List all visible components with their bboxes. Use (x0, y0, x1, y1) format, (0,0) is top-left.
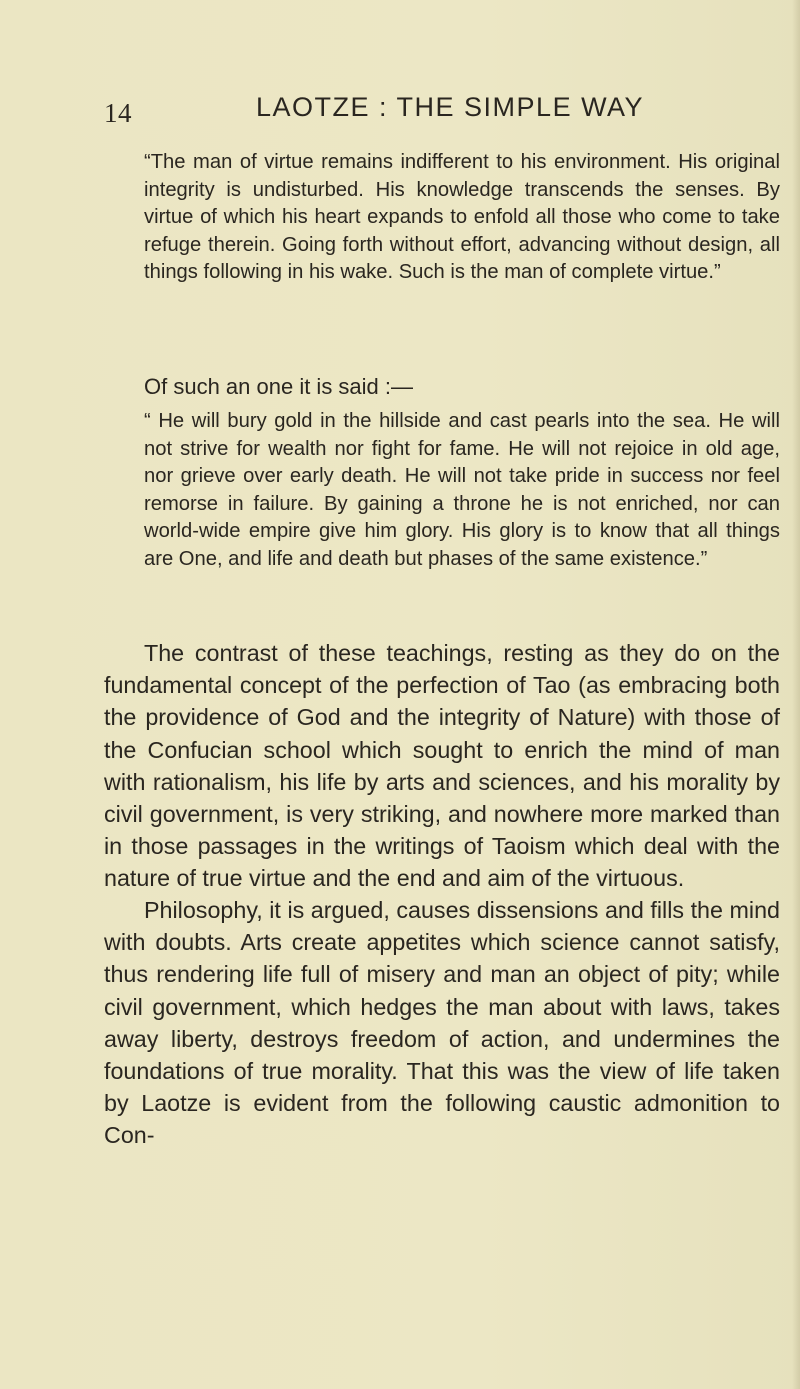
quote-introduction: Of such an one it is said :— (144, 374, 414, 399)
page-header (0, 92, 800, 132)
page-edge-shadow (792, 0, 800, 1389)
quote-complete-virtue: “The man of virtue remains indifferent to his environment. His original integrity is undisturbed. His knowledge transcends the senses. By virtue of which his heart expands to enfold all those who come to take refuge therein. Going forth without effort, advancing without design, all things following in his wake. Such is the man of complete virtue.” (144, 151, 780, 284)
paragraph-contrast-of-teachings: The contrast of these teachings, resting as they do on the fundamental concept of the perfection of Tao (as embracing both the providence of God and the integrity of Nature) with those of the Confucian school which sought to enrich the mind of man with rationalism, his life by arts and sciences, and his morality by civil government, is very striking, and nowhere more marked than in those passages in the writings of Taoism which deal with the nature of true virtue and the end and aim of the virtuous. (104, 640, 780, 892)
page-number: 14 (104, 98, 132, 128)
quote-gold-in-hillside: “ He will bury gold in the hillside and cast pearls into the sea. He will not strive for wealth nor fight for fame. He will not rejoice in old age, nor grieve over early death. He will not take pride in success nor feel remorse in failure. By gaining a throne he is not enriched, nor can world-wide empire give him glory. His glory is to know that all things are One, and life and death but phases of the same existence.” (144, 410, 780, 570)
paragraph-philosophy-argued: Philosophy, it is argued, causes dissensions and fills the mind with doubts. Arts create appetites which science cannot satisfy, thus rendering life full of misery and man an object of pity; while civil government, which hedges the man about with laws, takes away liberty, destroys freedom of action, and undermines the foundations of true morality. That this was the view of life taken by Laotze is evident from the following caustic admonition to Con- (104, 897, 780, 1149)
running-head: LAOTZE : THE SIMPLE WAY (256, 92, 645, 122)
